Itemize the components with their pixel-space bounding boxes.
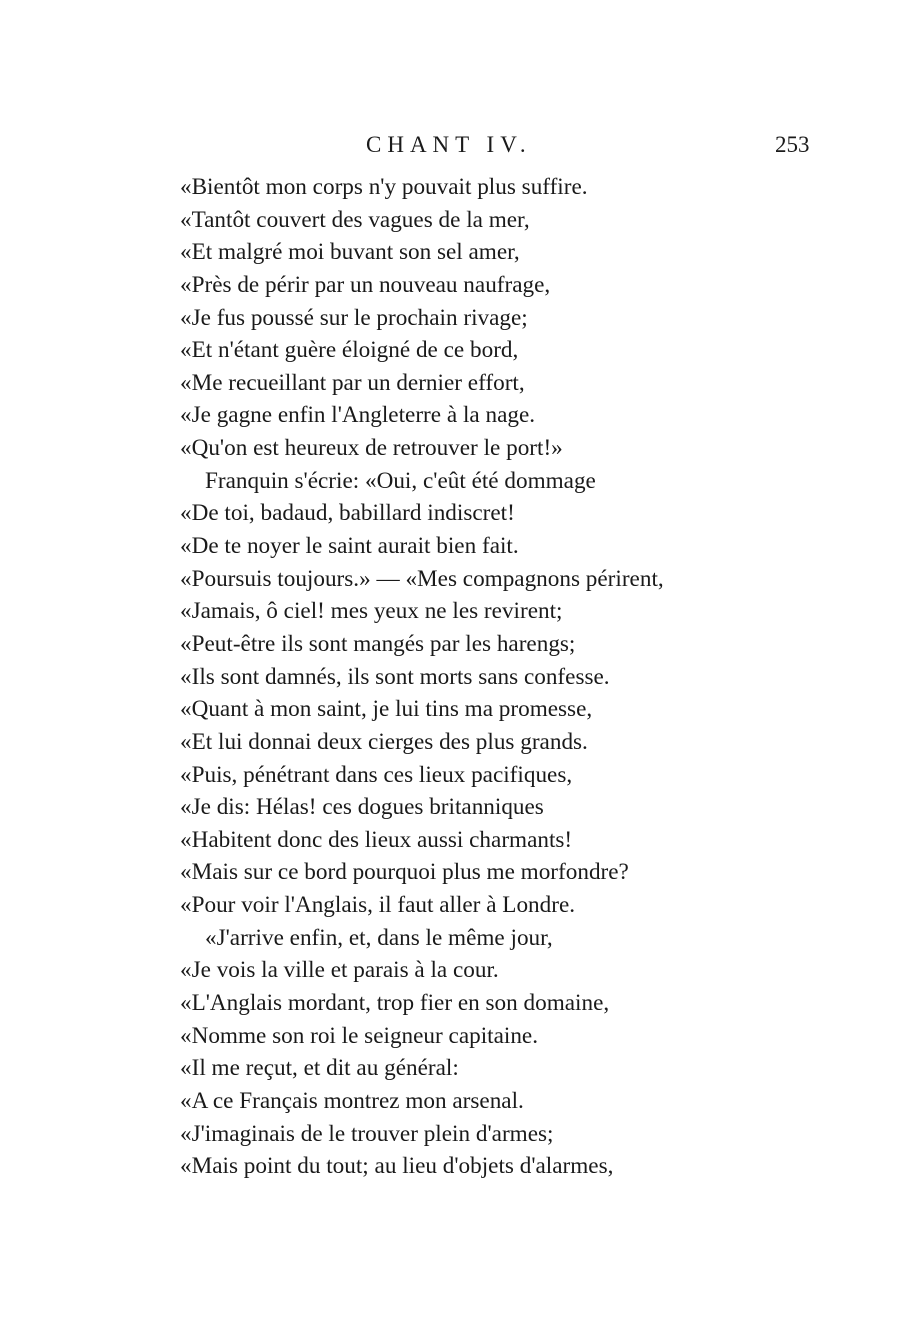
- verse-line: «Peut-être ils sont mangés par les harengs;: [180, 630, 576, 657]
- verse-line: «Bientôt mon corps n'y pouvait plus suffire.: [180, 174, 588, 200]
- verse-line: «Quant à mon saint, je lui tins ma promesse,: [180, 696, 593, 723]
- verse-line: «J'imaginais de le trouver plein d'armes;: [180, 1120, 554, 1147]
- verse-line: «Puis, pénétrant dans ces lieux pacifiques,: [180, 761, 573, 788]
- verse-line: «Mais point du tout; au lieu d'objets d'alarmes,: [180, 1153, 614, 1180]
- verse-line: «Pour voir l'Anglais, il faut aller à Londre.: [180, 892, 576, 919]
- verse-line: «Me recueillant par un dernier effort,: [180, 369, 525, 396]
- page-number: 253: [775, 132, 810, 157]
- verse-line: «Poursuis toujours.» — «Mes compagnons périrent,: [180, 565, 664, 592]
- verse-line: «De toi, badaud, babillard indiscret!: [180, 500, 515, 527]
- verse-line: «Nomme son roi le seigneur capitaine.: [180, 1022, 539, 1049]
- verse-line: Franquin s'écrie: «Oui, c'eût été dommage: [205, 467, 596, 494]
- verse-line: «Il me reçut, et dit au général:: [180, 1055, 459, 1082]
- verse-line: «Je vois la ville et parais à la cour.: [180, 957, 499, 984]
- verse-line: «Qu'on est heureux de retrouver le port!»: [180, 435, 563, 462]
- verse-line: «Jamais, ô ciel! mes yeux ne les revirent;: [180, 598, 563, 625]
- running-head: [0, 128, 900, 162]
- verse-line: «Je dis: Hélas! ces dogues britanniques: [180, 794, 544, 821]
- verse-line: «J'arrive enfin, et, dans le même jour,: [205, 924, 553, 951]
- verse-line: «Je fus poussé sur le prochain rivage;: [180, 304, 528, 331]
- verse-line: «L'Anglais mordant, trop fier en son domaine,: [180, 990, 610, 1017]
- verse-line: «A ce Français montrez mon arsenal.: [180, 1087, 524, 1114]
- verse-line: «Tantôt couvert des vagues de la mer,: [180, 206, 530, 233]
- chapter-title: CHANT IV.: [366, 132, 532, 157]
- verse-block: [180, 171, 740, 1183]
- verse-line: «Et malgré moi buvant son sel amer,: [180, 239, 520, 266]
- verse-line: «Ils sont damnés, ils sont morts sans confesse.: [180, 663, 610, 690]
- verse-line: «Habitent donc des lieux aussi charmants!: [180, 826, 573, 853]
- verse-line: «Je gagne enfin l'Angleterre à la nage.: [180, 402, 536, 429]
- verse-line: «Mais sur ce bord pourquoi plus me morfondre?: [180, 859, 629, 886]
- verse-line: «Et n'étant guère éloigné de ce bord,: [180, 337, 519, 364]
- verse-line: «De te noyer le saint aurait bien fait.: [180, 533, 519, 560]
- verse-line: «Et lui donnai deux cierges des plus grands.: [180, 728, 588, 755]
- verse-line: «Près de périr par un nouveau naufrage,: [180, 271, 551, 298]
